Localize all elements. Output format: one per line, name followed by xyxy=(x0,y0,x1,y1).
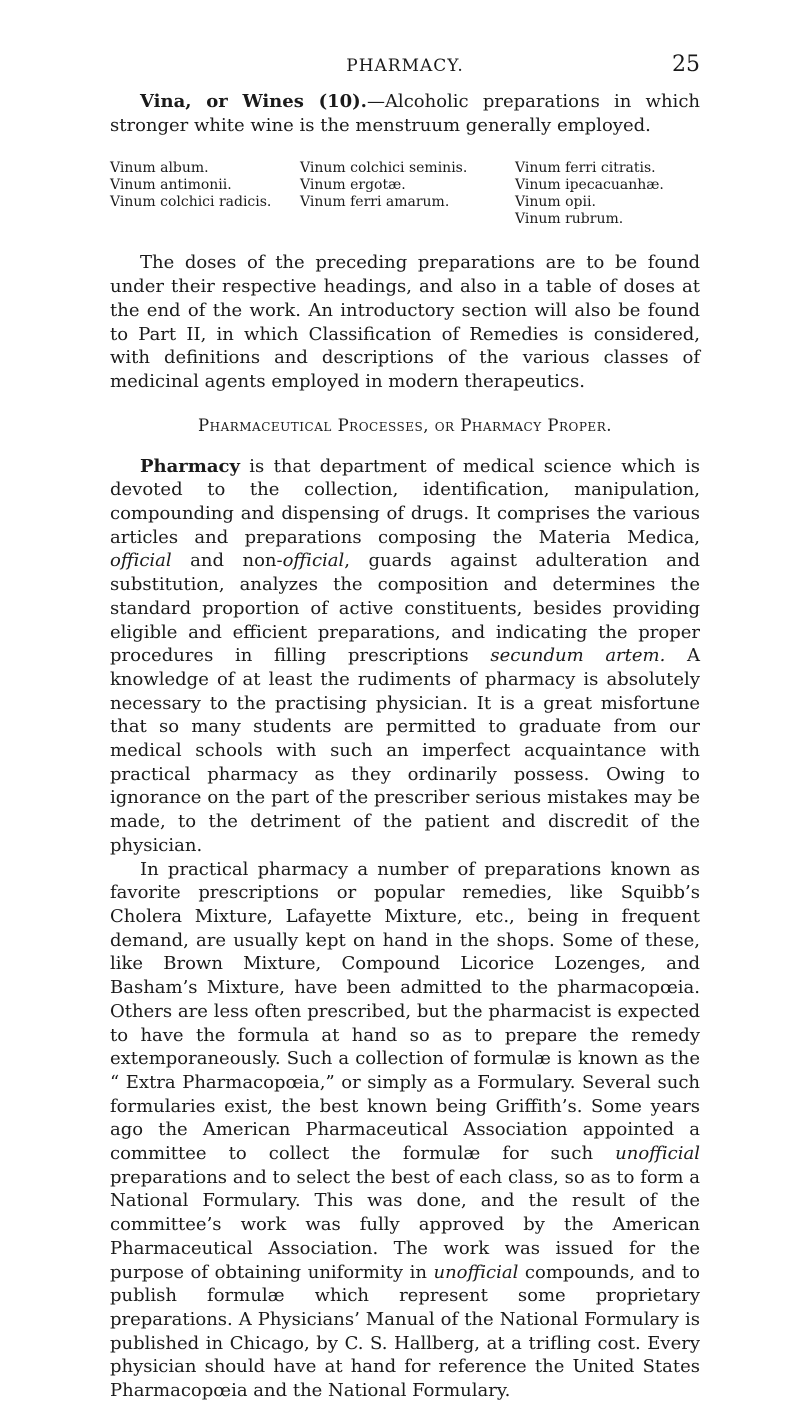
latin-term: secundum artem. xyxy=(490,645,666,667)
section-heading: Pharmaceutical Processes, or Pharmacy Proper. xyxy=(198,415,612,435)
wine-item: Vinum ergotæ. xyxy=(300,177,406,194)
practical-text: compounds, and to publish formulæ which represent some proprietary preparations. A Physicians’ Manual of the National Formulary is published in Chicago, by C. S. Hallberg, at a trifling cost. Every physician should have at hand for reference the United States Pharmacopœia and the National Formulary. xyxy=(110,1261,700,1402)
wine-item-empty xyxy=(110,211,300,228)
pharmacy-text: is that department of medical science which is devoted to the collection, identification, manipulation, compounding and dispensing of drugs. It comprises the various articles and preparations composing the Materia Medica, xyxy=(110,455,700,548)
running-title: PHARMACY. xyxy=(346,56,464,76)
pharmacy-text: A knowledge of at least the rudiments of pharmacy is absolutely necessary to the practising physician. It is a great misfortune that so many students are permitted to graduate from our medical schools with such an imperfect acquaintance with practical pharmacy as they ordinarily possess. Owing to ignorance on the part of the prescriber serious mistakes may be made, to the detriment of the patient and discredit of the physician. xyxy=(110,645,700,856)
wine-item: Vinum rubrum. xyxy=(515,211,624,228)
wine-item: Vinum colchici radicis. xyxy=(110,194,272,211)
doses-paragraph: The doses of the preceding preparations are to be found under their respective headings, and also in a table of doses at the end of the work. An introductory section will also be found to Part II, in which Classification of Remedies is considered, with definitions and descriptions of the various classes of medicinal agents employed in modern therapeutics. xyxy=(110,252,700,392)
practical-text: preparations and to select the best of each class, so as to form a National Formulary. This was done, and the result of the committee’s work was fully approved by the American Pharmaceutical Association. The work was issued for the purpose of obtaining uniformity in xyxy=(110,1166,700,1283)
wine-item: Vinum ferri citratis. xyxy=(515,160,656,177)
vina-text: —Alcoholic preparations in which stronger white wine is the menstruum generally employed. xyxy=(110,91,700,136)
pharmacy-paragraph xyxy=(110,455,700,858)
unofficial-term: unofficial xyxy=(433,1261,519,1283)
wine-item: Vinum antimonii. xyxy=(110,177,232,194)
pharmacy-text: and non- xyxy=(171,550,283,572)
practical-text: In practical pharmacy a number of preparations known as favorite prescriptions or popular remedies, like Squibb’s Cholera Mixture, Lafayette Mixture, etc., being in frequent demand, are usually kept on hand in the shops. Some of these, like Brown Mixture, Compound Licorice Lozenges, and Basham’s Mixture, have been admitted to the pharmacopœia. Others are less often prescribed, but the pharmacist is expected to have the formula at hand so as to prepare the remedy extemporaneously. Such a collection of formulæ is known as the “ Extra Pharmacopœia,” or simply as a Formulary. Several such formularies exist, the best known being Griffith’s. Some years ago the American Pharmaceutical Association appointed a committee to collect the formulæ for such xyxy=(110,858,700,1165)
wine-item: Vinum ferri amarum. xyxy=(300,194,450,211)
unofficial-term: unofficial xyxy=(615,1143,700,1165)
vina-lead: Vina, or Wines (10). xyxy=(140,91,367,112)
wine-item: Vinum colchici seminis. xyxy=(300,160,468,177)
wine-item: Vinum ipecacuanhæ. xyxy=(515,177,664,194)
pharmacy-lead: Pharmacy xyxy=(140,455,240,477)
wine-item-empty xyxy=(300,211,515,228)
vina-paragraph xyxy=(110,90,700,137)
wine-list xyxy=(110,160,700,228)
official-term: official xyxy=(110,550,172,572)
pharmacy-text: , guards against adulteration and substitution, analyzes the composition and determines the standard proportion of active constituents, besides providing eligible and efficient preparations, and indicating the proper procedures in filling prescriptions xyxy=(110,550,700,667)
official-term: official xyxy=(282,550,345,572)
wine-item: Vinum opii. xyxy=(515,194,596,211)
running-head xyxy=(110,0,700,86)
practical-paragraph xyxy=(110,858,700,1403)
page-number: 25 xyxy=(672,52,700,77)
wine-item: Vinum album. xyxy=(110,160,209,177)
